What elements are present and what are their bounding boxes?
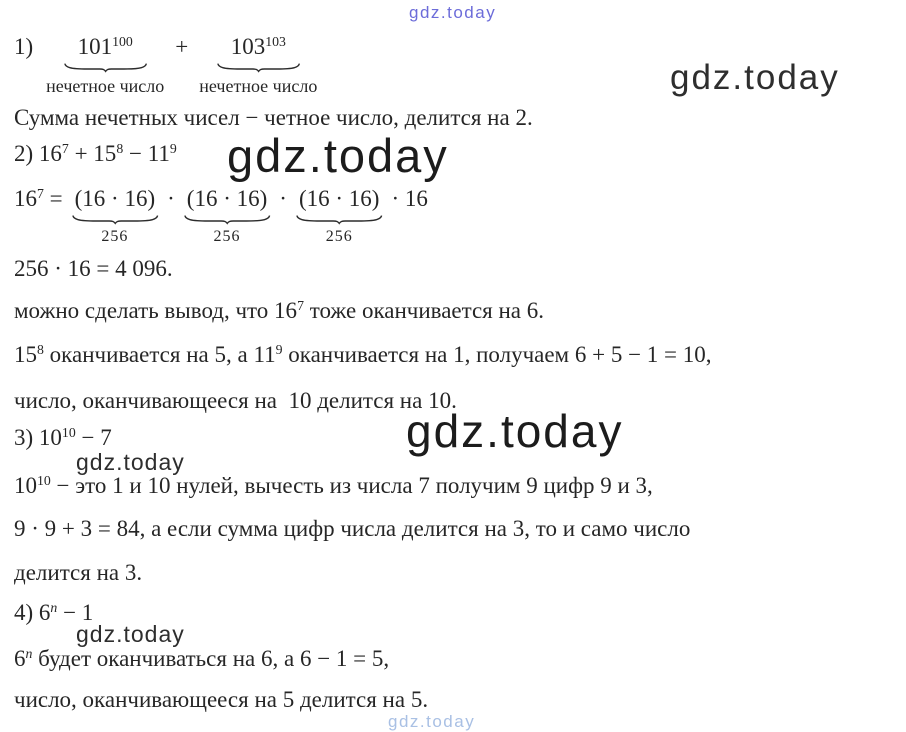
item2-group1-inner	[72, 185, 158, 224]
underbrace-icon	[184, 215, 270, 224]
item2-group3-inner	[296, 185, 382, 224]
underbrace-icon	[296, 215, 382, 224]
item2-expansion-head: $16^7$ =	[14, 186, 63, 211]
item2-conclusion3: число, оканчивающееся на 10 делится на 10.	[14, 388, 457, 413]
item1-term2-label: нечетное число	[199, 75, 318, 96]
item4-expression: 4) $6^n - 1$	[14, 600, 94, 625]
watermark-middle-1: gdz.today	[227, 129, 449, 182]
watermark-small-item3: gdz.today	[76, 449, 185, 475]
item2-group2-expr: (16 · 16)	[186, 186, 268, 211]
item2-conclusion1: можно сделать вывод, что $16^7$ тоже оканчивается на 6.	[14, 298, 545, 323]
watermark-middle-2: gdz.today	[406, 405, 624, 457]
item1-term1-inner	[64, 33, 147, 72]
underbrace-icon	[64, 63, 147, 72]
item2-group1	[72, 185, 158, 247]
item2-conclusion2: $15^8$ оканчивается на 5, а $11^9$ оканчивается на 1, получаем 6 + 5 − 1 = 10,	[14, 342, 712, 367]
item3-line3: делится на 3.	[14, 560, 143, 585]
item4-line1: 6$^n$ будет оканчиваться на 6, а 6 − 1 = 5,	[14, 646, 390, 671]
item1-term2-inner	[217, 33, 300, 72]
item2-expansion-row	[14, 185, 428, 247]
item2-group2	[184, 185, 270, 247]
item2-group3-label: 256	[325, 227, 353, 245]
item1-conclusion: Сумма нечетных чисел − четное число, делится на 2.	[14, 105, 533, 130]
item2-group1-expr: (16 · 16)	[74, 186, 156, 211]
watermark-bottom: gdz.today	[388, 712, 476, 731]
item1-term1: $101^{100}$	[77, 34, 133, 59]
watermark-top: gdz.today	[409, 3, 497, 22]
item2-tail: · 16	[391, 186, 428, 211]
item1-term2: $103^{103}$	[230, 34, 286, 59]
underbrace-icon	[217, 63, 300, 72]
underbrace-icon	[72, 215, 158, 224]
item1-term2-group	[199, 33, 317, 97]
item3-line2: 9 · 9 + 3 = 84, а если сумма цифр числа делится на 3, то и само число	[14, 516, 691, 541]
item2-product-line: 256 · 16 = 4 096.	[14, 256, 173, 281]
item2-group2-label: 256	[213, 227, 241, 245]
item3-expression: 3) $10^{10} - 7$	[14, 425, 112, 450]
item2-group1-label: 256	[101, 227, 129, 245]
watermark-right: gdz.today	[670, 58, 840, 97]
watermark-small-item4: gdz.today	[76, 621, 185, 647]
multiply-dot: ·	[167, 186, 175, 211]
item2-group3	[296, 185, 382, 247]
item1-term1-group	[46, 33, 164, 97]
item2-expression: 2) $16^7 + 15^8 - 11^9$	[14, 141, 177, 166]
item2-group2-inner	[184, 185, 270, 224]
plus-sign: +	[175, 34, 189, 59]
item3-line1: $10^{10}$ − это 1 и 10 нулей, вычесть из числа 7 получим 9 цифр 9 и 3,	[14, 473, 653, 498]
item1-marker: 1)	[14, 34, 34, 59]
multiply-dot: ·	[279, 186, 287, 211]
item2-group3-expr: (16 · 16)	[298, 186, 380, 211]
item4-line2: число, оканчивающееся на 5 делится на 5.	[14, 687, 429, 712]
item1-term1-label: нечетное число	[46, 75, 165, 96]
item1-expression-row	[14, 33, 317, 97]
